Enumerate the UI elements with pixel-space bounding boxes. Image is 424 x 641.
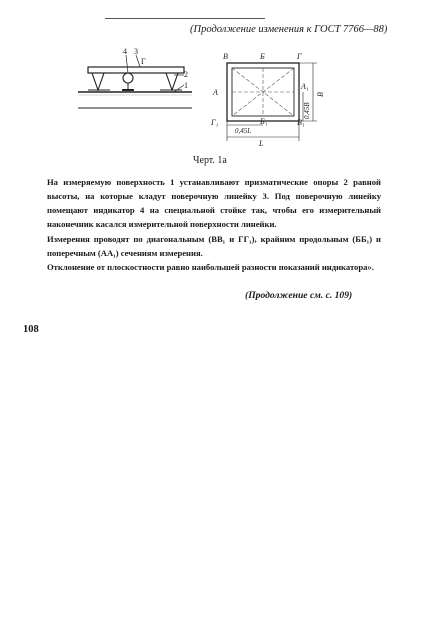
label-g: Г bbox=[141, 57, 146, 66]
label-v: В bbox=[223, 52, 228, 61]
label-2: 2 bbox=[184, 70, 188, 79]
dim-b: В bbox=[316, 92, 325, 97]
label-b1: Б₁ bbox=[260, 117, 268, 126]
label-4: 4 bbox=[123, 47, 127, 56]
label-a: А bbox=[213, 88, 218, 97]
paragraph-1: На измеряемую поверхность 1 устанавливают призматические опоры 2 равной высоты, на которые кладут поверочную линейку 3. Под поверочную линейку помещают индикатор 4 на специальной стойке так, чтобы его измерительный наконечник касался измерительной поверхности линейки. bbox=[47, 177, 381, 229]
figure-caption: Черт. 1а bbox=[193, 155, 227, 166]
header-continuation-note: (Продолжение изменения к ГОСТ 7766—88) bbox=[190, 24, 388, 35]
label-v1: В₁ bbox=[297, 118, 305, 127]
label-g-top: Г bbox=[297, 52, 302, 61]
continuation-note: (Продолжение см. с. 109) bbox=[245, 290, 353, 301]
label-b: Б bbox=[260, 52, 265, 61]
dim-l: L bbox=[259, 139, 264, 148]
label-1: 1 bbox=[184, 81, 188, 90]
paragraph-3: Отклонение от плоскостности равно наибольшей разности показаний индикатора». bbox=[47, 262, 374, 272]
header-rule bbox=[105, 18, 265, 19]
setup-diagram bbox=[70, 45, 200, 145]
paragraph-2: Измерения проводят по диагональным (ВВ₁ и ГГ₁), крайним продольным (ББ₁) и поперечным (АА₁) сечениям измерения. bbox=[47, 234, 381, 258]
label-3: 3 bbox=[134, 47, 138, 56]
label-a1: А₁ bbox=[301, 82, 309, 91]
dim-045l: 0,45L bbox=[235, 127, 252, 135]
plate-diagram bbox=[205, 45, 335, 150]
page-number: 108 bbox=[23, 324, 39, 335]
dim-045b: 0,45В bbox=[303, 102, 311, 119]
label-g1: Г₁ bbox=[211, 118, 219, 127]
